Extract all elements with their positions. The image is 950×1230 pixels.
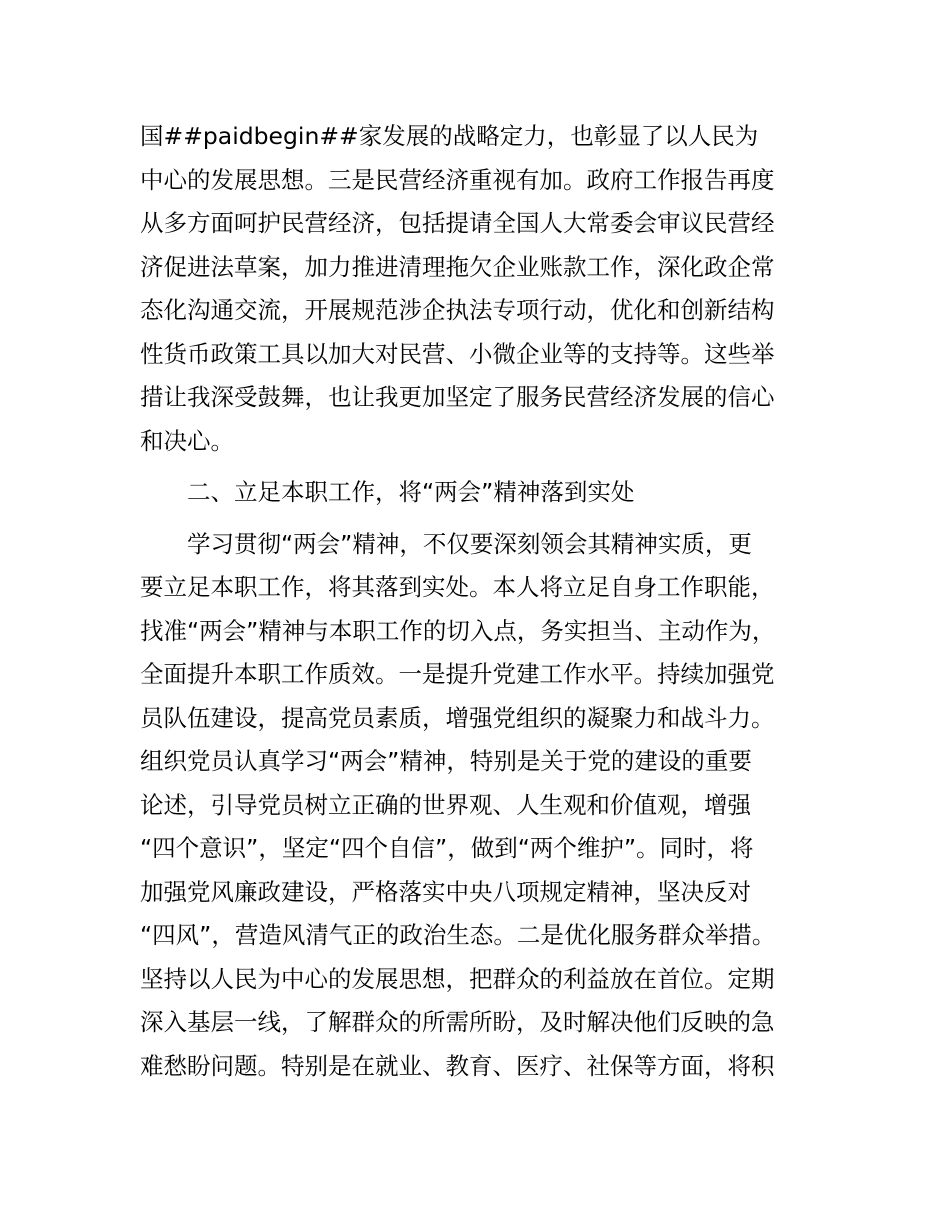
- text-line: 找准“两会”精神与本职工作的切入点，务实担当、主动作为，: [140, 616, 776, 645]
- text-line: 性货币政策工具以加大对民营、小微企业等的支持等。这些举: [140, 339, 775, 368]
- text-line: 组织党员认真学习“两会”精神，特别是关于党的建设的重要: [140, 747, 752, 775]
- text-line: 国##paidbegin##家发展的战略定力，也彰显了以人民为: [140, 122, 759, 150]
- text-line: 从多方面呵护民营经济，包括提请全国人大常委会审议民营经: [140, 209, 775, 237]
- section-heading: 二、立足本职工作，将“两会”精神落到实处: [140, 478, 635, 506]
- text-line: 全面提升本职工作质效。一是提升党建工作水平。持续加强党: [140, 660, 775, 688]
- text-line: 深入基层一线，了解群众的所需所盼，及时解决他们反映的急: [140, 1008, 775, 1036]
- text-line: 态化沟通交流，开展规范涉企执法专项行动，优化和创新结构: [140, 296, 775, 324]
- text-line: 措让我深受鼓舞，也让我更加坚定了服务民营经济发展的信心: [140, 383, 775, 411]
- text-line: 坚持以人民为中心的发展思想，把群众的利益放在首位。定期: [140, 964, 775, 993]
- text-line: “四个意识”，坚定“四个自信”，做到“两个维护”。同时，将: [140, 834, 754, 862]
- text-line: 要立足本职工作，将其落到实处。本人将立足自身工作职能，: [140, 573, 775, 601]
- body-text: [140, 115, 840, 1088]
- text-line: 论述，引导党员树立正确的世界观、人生观和价值观，增强: [140, 790, 751, 819]
- text-line: 济促进法草案，加力推进清理拖欠企业账款工作，深化政企常: [140, 252, 775, 281]
- text-line: 加强党风廉政建设，严格落实中央八项规定精神，坚决反对: [140, 877, 751, 906]
- text-line: “四风”，营造风清气正的政治生态。二是优化服务群众举措。: [140, 921, 776, 949]
- text-line: 中心的发展思想。三是民营经济重视有加。政府工作报告再度: [140, 165, 775, 194]
- text-line: 和决心。: [140, 426, 234, 455]
- text-line: 学习贯彻“两会”精神，不仅要深刻领会其精神实质，更: [140, 529, 752, 558]
- text-line: 难愁盼问题。特别是在就业、教育、医疗、社保等方面，将积: [140, 1051, 775, 1080]
- text-line: 员队伍建设，提高党员素质，增强党组织的凝聚力和战斗力。: [140, 703, 775, 732]
